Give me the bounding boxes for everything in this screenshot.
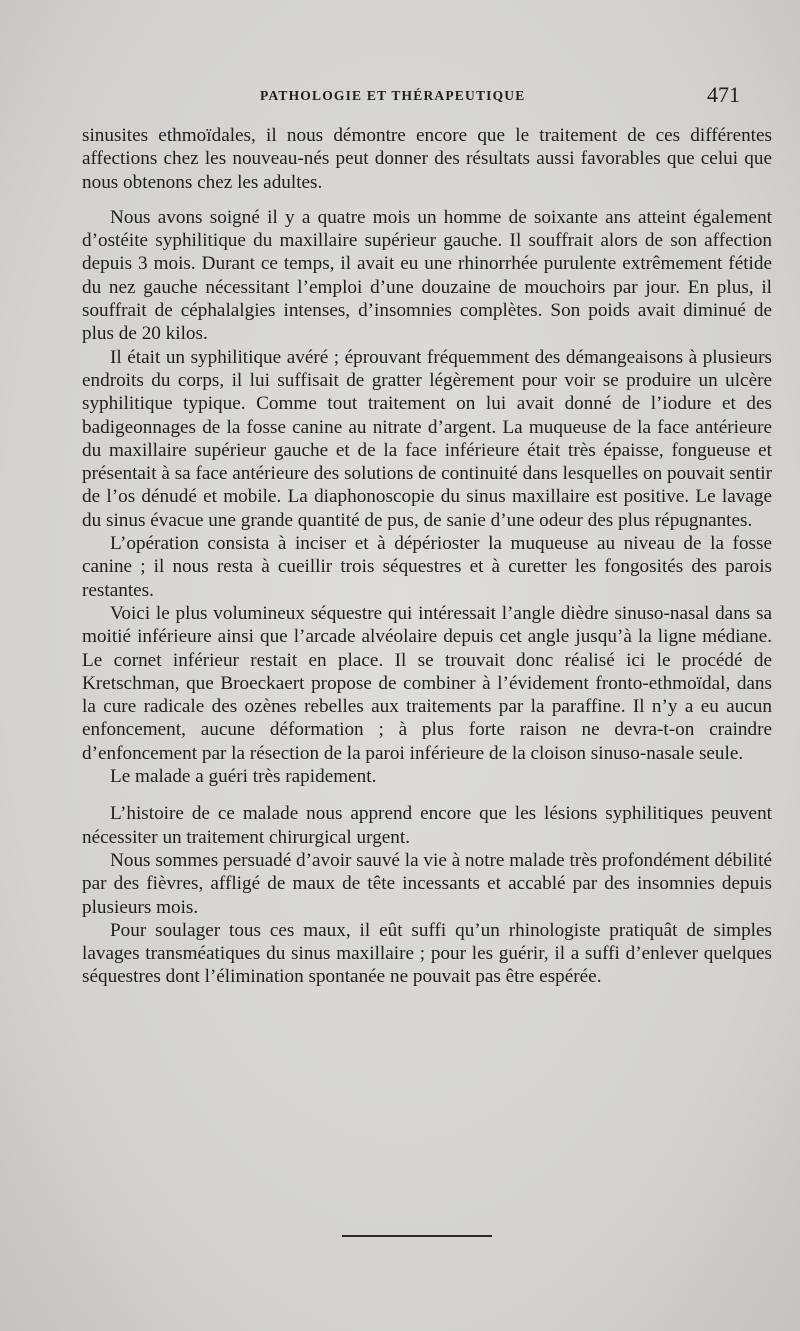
paragraph-1: sinusites ethmoïdales, il nous démontre encore que le traitement de ces différentes affections chez les nouveau-nés peut donner des résultats aussi favorables que celui que nous obtenons chez les adultes. <box>82 125 772 193</box>
running-title: PATHOLOGIE ET THÉRAPEUTIQUE <box>260 88 526 103</box>
paragraph-2: Nous avons soigné il y a quatre mois un homme de soixante ans atteint également d’ostéite syphilitique du maxillaire supérieur gauche. Il souffrait alors de son affection depuis 3 mois. Durant ce temps, il avait eu une rhinorrhée purulente extrêmement fétide du nez gauche nécessitant l’emploi d’une douzaine de mouchoirs par jour. En plus, il souffrait de céphalalgies intenses, d’insomnies complètes. Son poids avait diminué de plus de 20 kilos. <box>82 206 772 345</box>
paragraph-6: Le malade a guéri très rapidement. <box>110 766 377 788</box>
paragraph-7: L’histoire de ce malade nous apprend encore que les lésions syphilitiques peuvent nécessiter un traitement chirurgical urgent. <box>82 803 772 848</box>
end-rule <box>342 1235 492 1237</box>
paragraph-4: L’opération consista à inciser et à dépérioster la muqueuse au niveau de la fosse canine ; il nous resta à cueillir trois séquestres et à curetter les fongosités des parois restantes. <box>82 533 772 601</box>
page-header <box>80 84 740 110</box>
body-text <box>82 124 772 989</box>
paragraph-8: Nous sommes persuadé d’avoir sauvé la vie à notre malade très profondément débilité par des fièvres, affligé de maux de tête incessants et accablé par des insomnies depuis plusieurs mois. <box>82 849 772 918</box>
paragraph-5: Voici le plus volumineux séquestre qui intéressait l’angle dièdre sinuso-nasal dans sa moitié inférieure ainsi que l’arcade alvéolaire depuis cet angle jusqu’à la ligne médiane. Le cornet inférieur restait en place. Il se trouvait donc réalisé ici le procédé de Kretschman, que Broeckaert propose de combiner à l’évidement fronto-ethmoïdal, dans la cure radicale des ozènes rebelles aux traitements par la paraffine. Il n’y a eu aucun enfoncement, aucune déformation ; à plus forte raison ne devra-t-on craindre d’enfoncement par la résection de la paroi inférieure de la cloison sinuso-nasale seule. <box>82 602 772 764</box>
paragraph-9: Pour soulager tous ces maux, il eût suffi qu’un rhinologiste pratiquât de simples lavages transméatiques du sinus maxillaire ; pour les guérir, il a suffi d’enlever quelques séquestres dont l’élimination spontanée ne pouvait pas être espérée. <box>82 919 772 988</box>
page-number: 471 <box>707 82 740 107</box>
paragraph-3: Il était un syphilitique avéré ; éprouvant fréquemment des démangeaisons à plusieurs endroits du corps, il lui suffisait de gratter légèrement pour voir se produire un ulcère syphilitique typique. Comme tout traitement on lui avait donné de l’iodure et des badigeonnages de la fosse canine au nitrate d’argent. La muqueuse de la face antérieure du maxillaire supérieur gauche et de la face inférieure était très épaisse, fongueuse et présentait à sa face antérieure des solutions de continuité dans lesquelles on pouvait sentir de l’os dénudé et mobile. La diaphonoscopie du sinus maxillaire est positive. Le lavage du sinus évacue une grande quantité de pus, de sanie d’une odeur des plus répugnantes. <box>82 346 773 531</box>
